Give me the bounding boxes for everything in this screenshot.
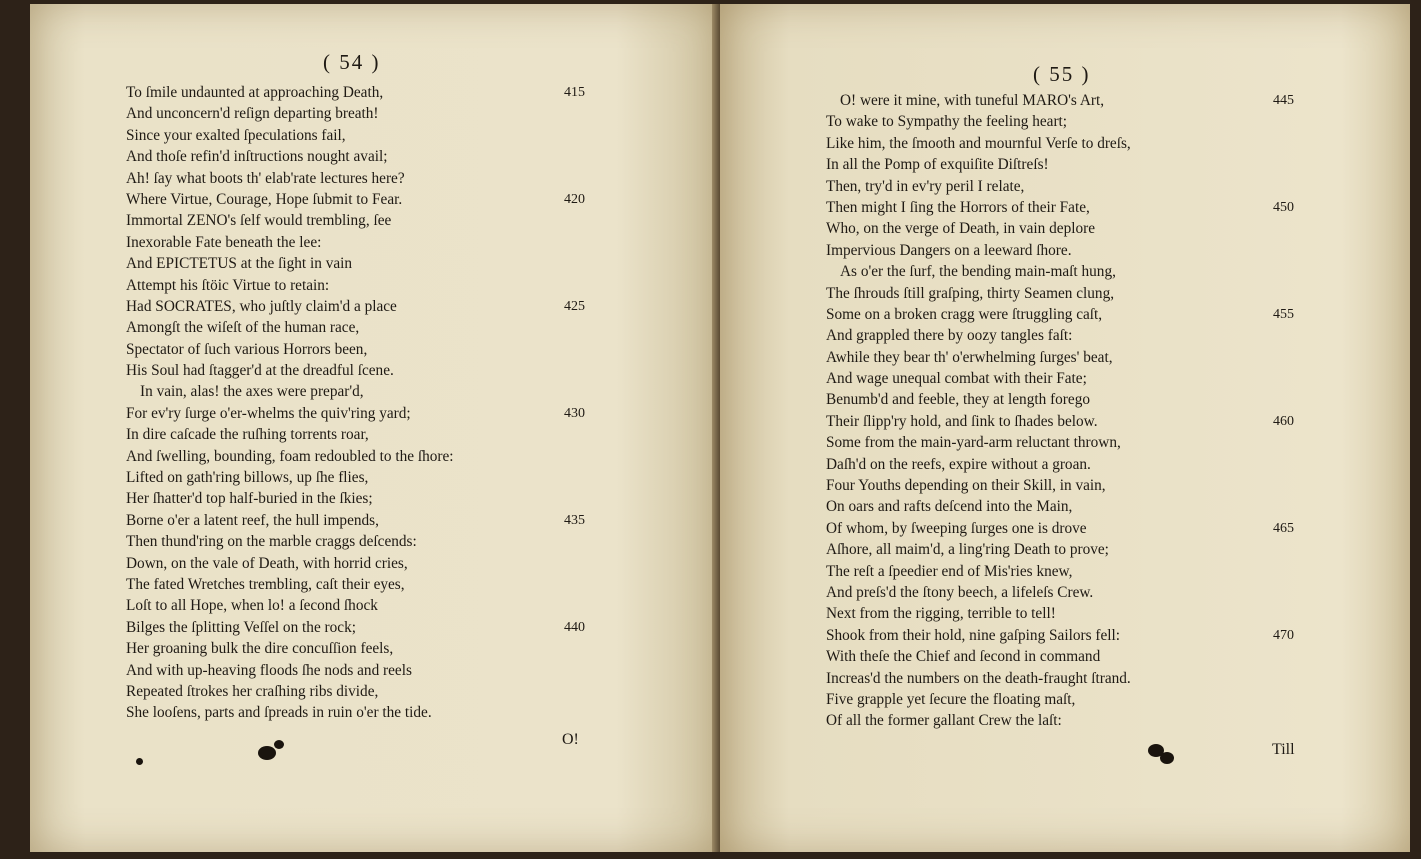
left-catchword: O!: [562, 731, 579, 748]
verse-line: The ſhrouds ſtill graſping, thirty Seamen clung,: [826, 284, 1115, 302]
verse-line: Of whom, by ſweeping ſurges one is drove 465: [826, 518, 1131, 539]
verse-line: Immortal ZENO's ſelf would trembling, ſee: [126, 212, 392, 230]
verse-line: Had SOCRATES, who juſtly claim'd a place 425: [126, 296, 454, 317]
line-number: 440: [564, 619, 585, 635]
verse-line: Benumb'd and feeble, they at length forego: [826, 391, 1090, 409]
verse-line: Then might I ſing the Horrors of their Fate, 450: [826, 197, 1131, 218]
verse-line: And with up-heaving floods ſhe nods and reels: [126, 661, 412, 679]
verse-line: Her ſhatter'd top half-buried in the ſkies;: [126, 490, 373, 508]
verse-line: And thoſe refin'd inſtructions nought avail;: [126, 148, 388, 166]
right-verse-lines: [826, 90, 1294, 732]
verse-line: Then thund'ring on the marble craggs deſcends:: [126, 533, 417, 551]
verse-line: For ev'ry ſurge o'er-whelms the quiv'ring yard; 430: [126, 403, 454, 424]
verse-line: In vain, alas! the axes were prepar'd,: [140, 383, 364, 401]
left-page-number: ( 54 ): [323, 50, 381, 74]
verse-line: Loſt to all Hope, when lo! a ſecond ſhock: [126, 597, 378, 615]
verse-line: Their ſlipp'ry hold, and ſink to ſhades below. 460: [826, 411, 1131, 432]
verse-line: And wage unequal combat with their Fate;: [826, 370, 1087, 388]
verse-line: Some from the main-yard-arm reluctant thrown,: [826, 434, 1121, 452]
line-number: 470: [1273, 627, 1294, 643]
ink-blot: [258, 746, 276, 760]
verse-line: Lifted on gath'ring billows, up ſhe flies,: [126, 469, 369, 487]
verse-line: Amongſt the wiſeſt of the human race,: [126, 319, 360, 337]
verse-line: Awhile they bear th' o'erwhelming ſurges' beat,: [826, 348, 1113, 366]
line-number: 425: [564, 298, 585, 314]
line-number: 435: [564, 512, 585, 528]
verse-line: Where Virtue, Courage, Hope ſubmit to Fear. 420: [126, 189, 454, 210]
verse-line: Like him, the ſmooth and mournful Verſe to dreſs,: [826, 134, 1131, 152]
verse-line: And ſwelling, bounding, foam redoubled to the ſhore:: [126, 447, 454, 465]
verse-line: Repeated ſtrokes her craſhing ribs divide,: [126, 682, 379, 700]
verse-line: Borne o'er a latent reef, the hull impends, 435: [126, 510, 454, 531]
verse-line: Five grapple yet ſecure the floating maſt,: [826, 690, 1076, 708]
verse-line: And preſs'd the ſtony beech, a lifeleſs Crew.: [826, 583, 1094, 601]
verse-line: And EPICTETUS at the ſight in vain: [126, 255, 353, 273]
verse-line: Her groaning bulk the dire concuſſion feels,: [126, 640, 394, 658]
verse-line: Down, on the vale of Death, with horrid cries,: [126, 554, 408, 572]
line-number: 430: [564, 405, 585, 421]
right-page-number: ( 55 ): [1033, 62, 1091, 86]
line-number: 415: [564, 85, 585, 100]
verse-line: To wake to Sympathy the feeling heart;: [826, 113, 1068, 131]
verse-line: Attempt his ſtöic Virtue to retain:: [126, 276, 330, 294]
verse-line: Bilges the ſplitting Veſſel on the rock; 440: [126, 617, 454, 638]
verse-line: As o'er the ſurf, the bending main-maſt hung,: [840, 263, 1116, 281]
verse-line: Daſh'd on the reefs, expire without a groan.: [826, 455, 1091, 473]
line-number: 460: [1273, 413, 1294, 429]
verse-line: In all the Pomp of exquiſite Diſtreſs!: [826, 156, 1049, 174]
ink-blot: [274, 740, 284, 749]
verse-line: Some on a broken cragg were ſtruggling caſt, 455: [826, 304, 1131, 325]
line-number: 420: [564, 191, 585, 207]
verse-line: With theſe the Chief and ſecond in command: [826, 648, 1101, 666]
verse-line: Since your exalted ſpeculations fail,: [126, 126, 346, 144]
ink-blot: [1160, 752, 1174, 764]
right-catchword: Till: [1272, 741, 1295, 758]
verse-line: Who, on the verge of Death, in vain deplore: [826, 220, 1096, 238]
verse-line: The reſt a ſpeedier end of Mis'ries knew,: [826, 562, 1073, 580]
verse-line: The fated Wretches trembling, caſt their eyes,: [126, 575, 405, 593]
verse-line: And unconcern'd reſign departing breath!: [126, 105, 379, 123]
verse-line: Aſhore, all maim'd, a ling'ring Death to prove;: [826, 541, 1109, 559]
verse-line: Inexorable Fate beneath the lee:: [126, 233, 322, 251]
verse-line: Increas'd the numbers on the death-fraught ſtrand.: [826, 669, 1131, 687]
right-page: [720, 4, 1410, 852]
verse-line: To ſmile undaunted at approaching Death, 415: [126, 82, 454, 103]
line-number: 465: [1273, 520, 1294, 536]
verse-line: Shook from their hold, nine gaſping Sailors fell: 470: [826, 625, 1131, 646]
verse-line: O! were it mine, with tuneful MARO's Art, 445: [826, 90, 1131, 111]
verse-line: Four Youths depending on their Skill, in vain,: [826, 477, 1106, 495]
verse-line: Of all the former gallant Crew the laſt:: [826, 712, 1062, 730]
ink-blot: [136, 758, 143, 765]
verse-line: Then, try'd in ev'ry peril I relate,: [826, 177, 1025, 195]
verse-line: In dire caſcade the ruſhing torrents roar,: [126, 426, 369, 444]
verse-line: She looſens, parts and ſpreads in ruin o'er the tide.: [126, 704, 432, 722]
line-number: 450: [1273, 199, 1294, 215]
verse-line: Impervious Dangers on a leeward ſhore.: [826, 241, 1072, 259]
line-number: 445: [1273, 93, 1294, 108]
left-page: [30, 4, 720, 852]
verse-line: Spectator of ſuch various Horrors been,: [126, 340, 368, 358]
left-verse-lines: [126, 82, 585, 724]
verse-line: Ah! ſay what boots th' elab'rate lectures here?: [126, 169, 405, 187]
verse-line: On oars and rafts deſcend into the Main,: [826, 498, 1073, 516]
verse-line: And grappled there by oozy tangles faſt:: [826, 327, 1073, 345]
line-number: 455: [1273, 306, 1294, 322]
verse-line: Next from the rigging, terrible to tell!: [826, 605, 1056, 623]
verse-line: His Soul had ſtagger'd at the dreadful ſcene.: [126, 362, 394, 380]
